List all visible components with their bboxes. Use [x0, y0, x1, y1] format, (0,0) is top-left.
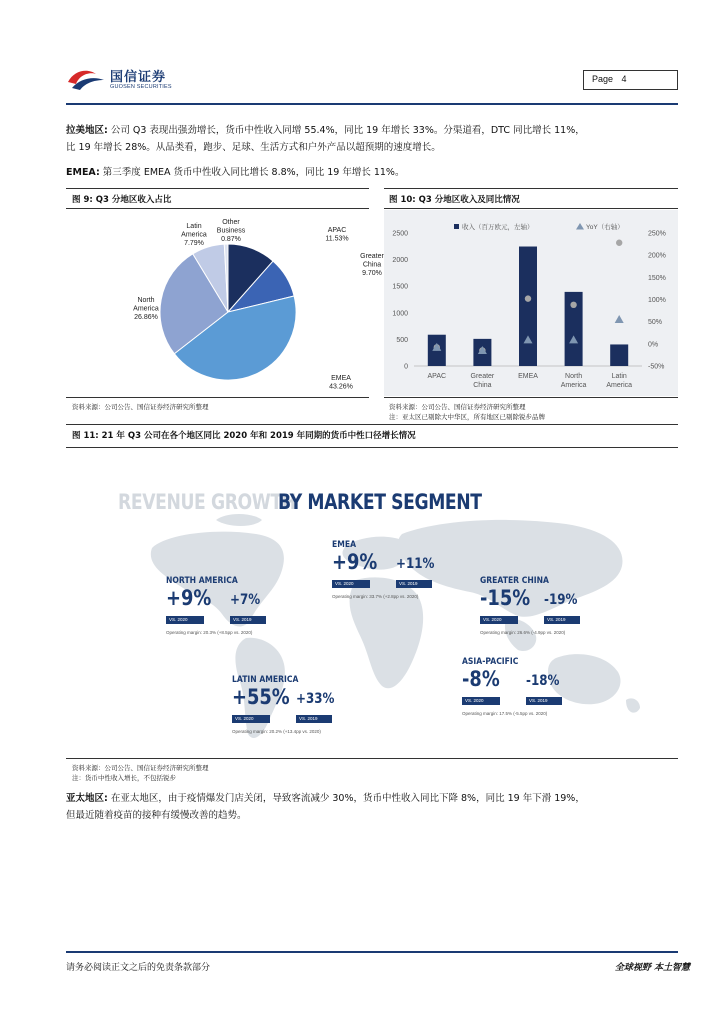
- pie-label: EMEA: [331, 375, 351, 382]
- yoy-triangle: [615, 315, 624, 323]
- left-axis-tick: 2000: [392, 257, 408, 265]
- right-axis-tick: 200%: [648, 252, 666, 260]
- logo-text-en: GUOSEN SECURITIES: [110, 84, 172, 90]
- region-name: ASIA-PACIFIC: [462, 657, 519, 667]
- fig11-title-rule-top: [66, 424, 678, 425]
- vs2020-tag: VS. 2020: [166, 616, 204, 624]
- fig9-title-rule-top: [66, 188, 369, 189]
- fig10-title-rule-bottom: [384, 208, 678, 209]
- vs2019-tag: VS. 2019: [230, 616, 266, 624]
- pie-value-label: 26.86%: [134, 314, 158, 321]
- emea-paragraph: [66, 164, 686, 181]
- vs2020-tag: VS. 2020: [480, 616, 518, 624]
- vs2019-tag: VS. 2019: [396, 580, 432, 588]
- right-axis-tick: 100%: [648, 297, 666, 304]
- legend-triangle-label: YoY（右轴）: [586, 224, 624, 231]
- fig11-note: 注：货币中性收入增长，不包括锐步: [72, 774, 176, 782]
- vs2019-tag: VS. 2019: [544, 616, 580, 624]
- fig11-title: 图 11: 21 年 Q3 公司在各个地区同比 2020 年和 2019 年同期的货币中性口径增长情况: [72, 431, 416, 441]
- pie-value-label: 11.53%: [325, 235, 349, 243]
- legend-bar-swatch: [454, 224, 459, 229]
- emea-label: EMEA:: [66, 167, 100, 178]
- vs2020-tag: VS. 2020: [332, 580, 370, 588]
- right-axis-tick: 50%: [648, 319, 663, 327]
- pie-label: America: [133, 305, 159, 313]
- fig11-source-text: 资料来源：公司公告、国信证券经济研究所整理: [72, 764, 209, 772]
- right-axis-tick: 150%: [648, 274, 666, 282]
- region-name: LATIN AMERICA: [232, 675, 299, 685]
- fig11-source-rule: [66, 758, 678, 759]
- apac-paragraph: [66, 790, 686, 824]
- fig11-title-rule-bottom: [66, 447, 678, 448]
- page-label: Page: [592, 74, 614, 84]
- growth-vs-2019: +7%: [230, 592, 261, 608]
- pie-label: Latin: [186, 223, 202, 230]
- pie-label: Greater: [360, 253, 384, 260]
- latam-text-1: 公司 Q3 表现出强劲增长，货币中性收入同增 55.4%，同比 19 年增长 33%。分渠道看，DTC 同比增长 11%，: [110, 125, 585, 136]
- apac-text-1: 在亚太地区，由于疫情爆发门店关闭，导致客流减少 30%，货币中性收入同比下降 8%，同比 19 年下滑 19%，: [110, 793, 585, 804]
- bar: [519, 247, 537, 366]
- vs2020-tag: VS. 2020: [232, 715, 270, 723]
- footer-disclaimer: 请务必阅读正文之后的免责条款部分: [66, 963, 211, 973]
- fig10-title: 图 10: Q3 分地区收入及同比情况: [389, 195, 520, 205]
- growth-vs-2019: +33%: [296, 691, 335, 707]
- category-label: America: [606, 382, 633, 389]
- apac-label: 亚太地区:: [66, 793, 108, 804]
- fig9-source-rule: [66, 397, 369, 398]
- pie-label: APAC: [327, 227, 347, 234]
- region-name: EMEA: [332, 540, 356, 550]
- pie-label: North: [137, 297, 155, 304]
- category-label: Latin: [611, 373, 627, 380]
- right-axis-tick: -50%: [648, 363, 665, 371]
- header-divider: [66, 103, 678, 105]
- left-axis-tick: 2500: [392, 230, 408, 238]
- company-logo: [66, 64, 186, 94]
- yoy2019-dot: [570, 302, 576, 308]
- pie-value-label: 7.79%: [184, 240, 204, 247]
- yoy2019-dot: [525, 295, 531, 301]
- pie-value-label: 0.87%: [221, 236, 241, 243]
- category-label: North: [565, 373, 583, 380]
- operating-margin: Operating margin: 20.3% (+8.5pp vs. 2020): [166, 630, 253, 635]
- fig10-source-text: 资料来源：公司公告、国信证券经济研究所整理: [389, 403, 526, 411]
- pie-chart: [66, 210, 384, 396]
- bar-chart: [384, 210, 678, 396]
- growth-vs-2019: -18%: [526, 673, 560, 689]
- operating-margin: Operating margin: 33.7% (+2.8pp vs. 2020): [332, 594, 419, 599]
- fig11-source: [72, 763, 209, 783]
- footer-divider: [66, 951, 678, 953]
- fig10-title-rule-top: [384, 188, 678, 189]
- vs2019-tag: VS. 2019: [296, 715, 332, 723]
- region-name: NORTH AMERICA: [166, 576, 238, 586]
- banner-bold-text: BY MARKET SEGMENT: [278, 490, 482, 514]
- growth-vs-2020: +55%: [232, 685, 290, 709]
- pie-value-label: 9.70%: [362, 270, 382, 277]
- left-axis-tick: 1500: [392, 283, 408, 291]
- pie-label: America: [181, 231, 207, 239]
- latam-label: 拉美地区:: [66, 125, 108, 136]
- region-name: GREATER CHINA: [480, 576, 549, 586]
- pie-label: Other: [222, 219, 240, 226]
- banner-faded-text: REVENUE GROWTH: [118, 490, 296, 514]
- legend-triangle-swatch: [576, 223, 584, 230]
- left-axis-tick: 500: [396, 336, 408, 344]
- logo-mark-icon: [66, 66, 106, 92]
- left-axis-tick: 0: [404, 363, 408, 371]
- emea-text: 第三季度 EMEA 货币中性收入同比增长 8.8%，同比 19 年增长 11%。: [102, 167, 405, 178]
- category-label: Greater: [470, 373, 495, 380]
- fig10-source-rule: [384, 397, 678, 398]
- yoy2019-dot: [616, 240, 622, 246]
- category-label: China: [473, 382, 492, 389]
- left-axis-tick: 1000: [392, 310, 408, 318]
- growth-vs-2020: +9%: [332, 550, 378, 574]
- vs2019-tag: VS. 2019: [526, 697, 562, 705]
- fig10-note: 注：亚太区已剔除大中华区，所有地区已剔除锐步品牌: [389, 413, 545, 421]
- growth-vs-2019: +11%: [396, 556, 435, 572]
- footer-slogan: 全球视野 本土智慧: [614, 963, 690, 973]
- page-number-box: [583, 70, 678, 90]
- operating-margin: Operating margin: 20.2% (+13.4pp vs. 2020): [232, 729, 321, 734]
- latam-paragraph: [66, 122, 686, 156]
- right-axis-tick: 250%: [648, 230, 666, 238]
- operating-margin: Operating margin: 26.6% (-4.9pp vs. 2020): [480, 630, 566, 635]
- vs2020-tag: VS. 2020: [462, 697, 500, 705]
- page-number: 4: [621, 74, 627, 84]
- category-label: America: [560, 382, 587, 389]
- pie-label: Business: [216, 227, 246, 235]
- fig10-source: [389, 402, 545, 422]
- category-label: APAC: [427, 373, 447, 380]
- growth-vs-2020: +9%: [166, 586, 212, 610]
- latam-text-2: 比 19 年增长 28%。从品类看，跑步、足球、生活方式和户外产品以超预期的速度增长。: [66, 142, 441, 153]
- revenue-growth-infographic: [66, 450, 678, 756]
- growth-vs-2019: -19%: [544, 592, 578, 608]
- right-axis-tick: 0%: [648, 341, 659, 349]
- operating-margin: Operating margin: 17.5% (-5.5pp vs. 2020): [462, 711, 548, 716]
- growth-vs-2020: -8%: [462, 667, 500, 691]
- apac-text-2: 但最近随着疫苗的接种有缓慢改善的趋势。: [66, 810, 247, 821]
- fig9-title-rule-bottom: [66, 208, 369, 209]
- legend-bar-label: 收入（百万欧元，左轴）: [462, 224, 534, 231]
- fig9-source: 资料来源：公司公告、国信证券经济研究所整理: [72, 403, 209, 411]
- pie-value-label: 43.26%: [329, 383, 353, 391]
- growth-vs-2020: -15%: [480, 586, 531, 610]
- logo-text-cn: 国信证券: [110, 70, 167, 85]
- pie-label: China: [362, 261, 382, 269]
- bar: [610, 344, 628, 366]
- category-label: EMEA: [518, 373, 538, 380]
- fig9-title: 图 9: Q3 分地区收入占比: [72, 195, 172, 205]
